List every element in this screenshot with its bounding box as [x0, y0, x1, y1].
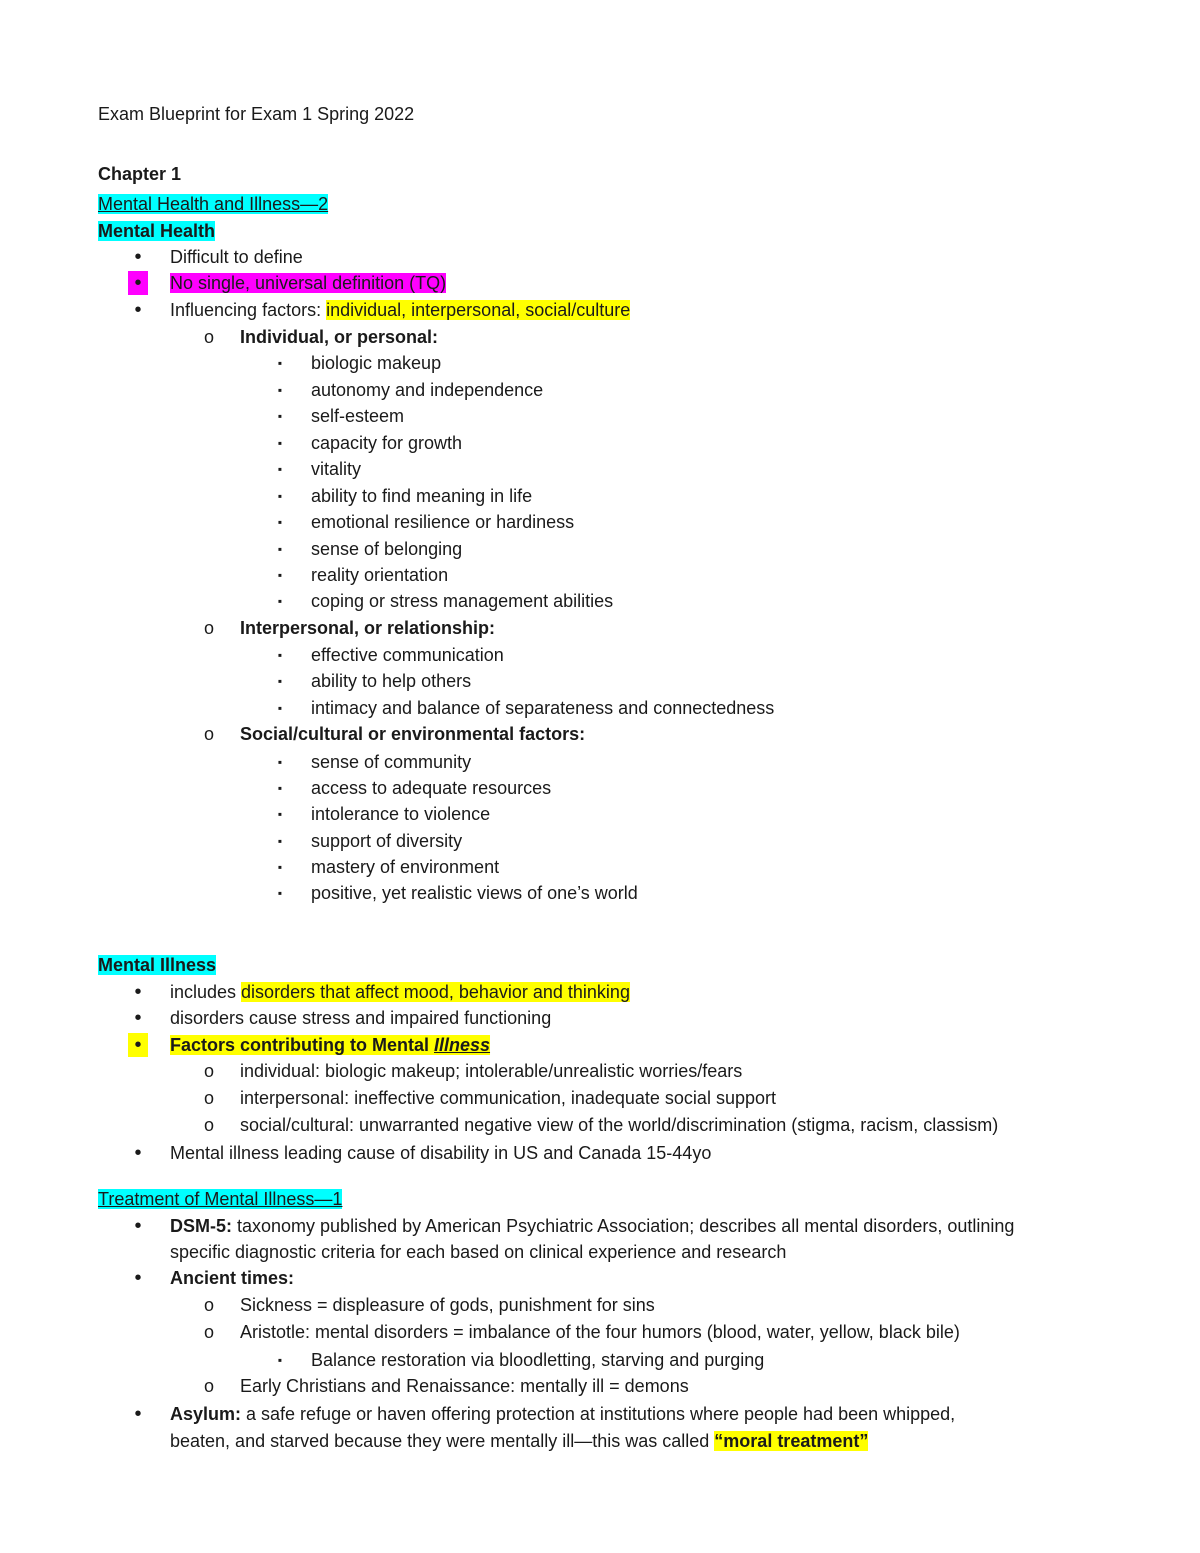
bullet-disc: •	[128, 271, 148, 295]
bullet-disc: •	[134, 1403, 142, 1425]
list-item: emotional resilience or hardiness	[311, 512, 575, 532]
list-item: capacity for growth	[311, 433, 463, 453]
list-item-continuation: beaten, and starved because they were mentally ill—this was called “moral treatment”	[170, 1431, 869, 1451]
list-item: access to adequate resources	[311, 778, 552, 798]
doc-title: Exam Blueprint for Exam 1 Spring 2022	[98, 104, 415, 124]
list-item: Balance restoration via bloodletting, starving and purging	[311, 1350, 765, 1370]
list-item: sense of belonging	[311, 539, 463, 559]
bullet-square: ▪	[277, 755, 283, 769]
list-item-continuation: specific diagnostic criteria for each based on clinical experience and research	[170, 1242, 787, 1262]
bullet-o: o	[203, 1322, 214, 1342]
bullet-square: ▪	[277, 701, 283, 715]
list-item: ability to help others	[311, 671, 472, 691]
bullet-o: o	[203, 327, 214, 347]
bullet-o: o	[203, 1061, 214, 1081]
bullet-disc: •	[134, 246, 142, 268]
list-item: Early Christians and Renaissance: mentally ill = demons	[240, 1376, 689, 1396]
list-item: Asylum: a safe refuge or haven offering protection at institutions where people had been whipped,	[170, 1404, 956, 1424]
bullet-square: ▪	[277, 807, 283, 821]
sub-heading-social: Social/cultural or environmental factors:	[240, 724, 586, 744]
bullet-square: ▪	[277, 542, 283, 556]
sub-heading-interpersonal: Interpersonal, or relationship:	[240, 618, 496, 638]
list-item: support of diversity	[311, 831, 463, 851]
list-item: disorders cause stress and impaired functioning	[170, 1008, 552, 1028]
chapter-heading: Chapter 1	[98, 164, 182, 184]
list-item: includes disorders that affect mood, behavior and thinking	[170, 982, 630, 1002]
section-heading-treatment: Treatment of Mental Illness—1	[98, 1189, 343, 1209]
bullet-o: o	[203, 1088, 214, 1108]
subheading-mental-health: Mental Health	[98, 221, 216, 241]
bullet-o: o	[203, 1376, 214, 1396]
section-heading-mental-health-illness: Mental Health and Illness—2	[98, 194, 329, 214]
list-item: mastery of environment	[311, 857, 500, 877]
list-item: self-esteem	[311, 406, 405, 426]
bullet-square: ▪	[277, 834, 283, 848]
list-item: coping or stress management abilities	[311, 591, 614, 611]
list-item: Ancient times:	[170, 1268, 295, 1288]
bullet-disc: •	[134, 1007, 142, 1029]
bullet-square: ▪	[277, 568, 283, 582]
bullet-disc: •	[128, 1033, 148, 1057]
list-item: interpersonal: ineffective communication, inadequate social support	[240, 1088, 776, 1108]
subheading-mental-illness: Mental Illness	[98, 955, 217, 975]
bullet-disc: •	[134, 1142, 142, 1164]
list-item: positive, yet realistic views of one’s world	[311, 883, 638, 903]
bullet-square: ▪	[277, 594, 283, 608]
list-item: autonomy and independence	[311, 380, 544, 400]
list-item: Sickness = displeasure of gods, punishment for sins	[240, 1295, 655, 1315]
list-item: DSM-5: taxonomy published by American Psychiatric Association; describes all mental disorders, outlining	[170, 1216, 1015, 1236]
bullet-square: ▪	[277, 356, 283, 370]
bullet-disc: •	[134, 1267, 142, 1289]
list-item: No single, universal definition (TQ)	[170, 273, 447, 293]
bullet-square: ▪	[277, 674, 283, 688]
list-item: Mental illness leading cause of disability in US and Canada 15-44yo	[170, 1143, 712, 1163]
bullet-square: ▪	[277, 860, 283, 874]
sub-heading-individual: Individual, or personal:	[240, 327, 439, 347]
bullet-o: o	[203, 724, 214, 744]
bullet-o: o	[203, 1115, 214, 1135]
bullet-disc: •	[134, 981, 142, 1003]
list-item: intolerance to violence	[311, 804, 491, 824]
list-item: vitality	[311, 459, 362, 479]
list-item: reality orientation	[311, 565, 449, 585]
bullet-o: o	[203, 618, 214, 638]
bullet-disc: •	[134, 299, 142, 321]
list-item: intimacy and balance of separateness and connectedness	[311, 698, 775, 718]
bullet-square: ▪	[277, 489, 283, 503]
list-item: social/cultural: unwarranted negative view of the world/discrimination (stigma, racism, classism)	[240, 1115, 999, 1135]
bullet-disc: •	[134, 1215, 142, 1237]
list-item: effective communication	[311, 645, 504, 665]
bullet-square: ▪	[277, 1353, 283, 1367]
bullet-square: ▪	[277, 409, 283, 423]
list-item: biologic makeup	[311, 353, 442, 373]
list-item: Influencing factors: individual, interpersonal, social/culture	[170, 300, 631, 320]
list-item: individual: biologic makeup; intolerable/unrealistic worries/fears	[240, 1061, 743, 1081]
bullet-square: ▪	[277, 781, 283, 795]
list-item: Factors contributing to Mental Illness	[170, 1035, 491, 1055]
list-item: sense of community	[311, 752, 472, 772]
list-item: Aristotle: mental disorders = imbalance of the four humors (blood, water, yellow, black bile)	[240, 1322, 960, 1342]
bullet-square: ▪	[277, 515, 283, 529]
bullet-square: ▪	[277, 383, 283, 397]
bullet-square: ▪	[277, 462, 283, 476]
list-item: ability to find meaning in life	[311, 486, 533, 506]
list-item: Difficult to define	[170, 247, 303, 267]
bullet-square: ▪	[277, 436, 283, 450]
bullet-o: o	[203, 1295, 214, 1315]
bullet-square: ▪	[277, 648, 283, 662]
bullet-square: ▪	[277, 886, 283, 900]
